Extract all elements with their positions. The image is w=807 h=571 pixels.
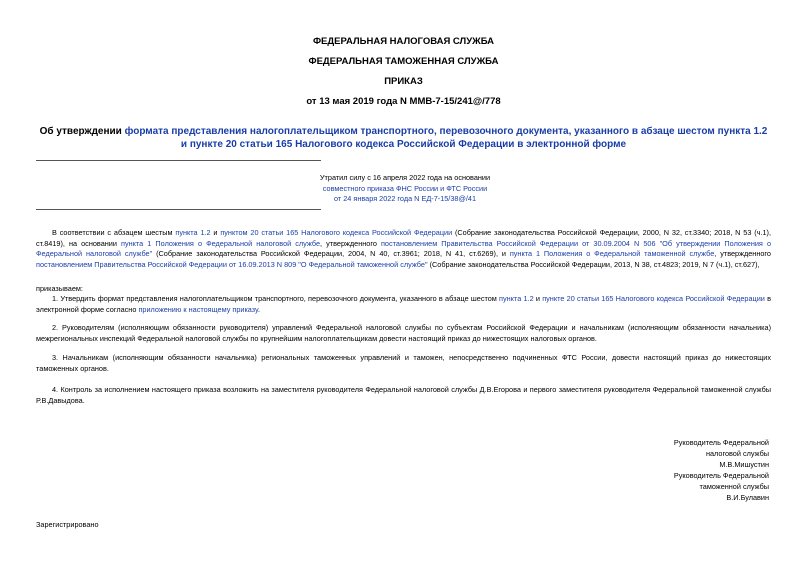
- signature-line: налоговой службы: [705, 449, 769, 458]
- item-text: и: [533, 294, 543, 303]
- joint-order-date-link[interactable]: от 24 января 2022 года N ЕД-7-15/38@/41: [333, 194, 477, 203]
- org-fts: ФЕДЕРАЛЬНАЯ ТАМОЖЕННАЯ СЛУЖБА: [308, 56, 499, 67]
- item1-point-1-2-link[interactable]: пункта 1.2: [499, 294, 534, 303]
- item-3-text: 3. Начальникам (исполняющим обязанности начальника) региональных таможенных управлений и таможен, непосредственно подчиненных ФТС России, довести настоящий приказ до нижестоящих таможенных органов.: [36, 353, 771, 373]
- document-title: [36, 125, 771, 151]
- signature-line: В.И.Булавин: [726, 493, 769, 502]
- fts-regulation-link[interactable]: пункта 1 Положения о Федеральной таможенной службе: [509, 249, 715, 258]
- preamble-paragraph: [36, 228, 771, 270]
- point-1-2-link[interactable]: пункта 1.2: [175, 228, 211, 237]
- doc-date-number: от 13 мая 2019 года N ММВ-7-15/241@/778: [306, 96, 501, 107]
- item-text: .: [257, 304, 260, 314]
- item1-article-165-link[interactable]: пункте 20 статьи 165 Налогового кодекса Российской Федерации: [542, 294, 765, 303]
- item-text: в электронной форме согласно: [36, 294, 771, 314]
- signature-line: таможенной службы: [699, 482, 769, 491]
- preamble-text: (Собрание законодательства Российской Федерации, 2013, N 38, ст.4823; 2019, N 7 (ч.1), ст.627),: [427, 259, 760, 269]
- preamble-text: В соответствии с абзацем шестым: [52, 228, 176, 237]
- item-text: 1. Утвердить формат представления налогоплательщиком транспортного, перевозочного документа, указанного в абзаце шестом: [52, 294, 500, 303]
- order-item-1: [36, 294, 771, 315]
- signature-line: М.В.Мишустин: [719, 460, 769, 469]
- order-item-3: [36, 353, 771, 374]
- title-prefix: Об утверждении: [39, 126, 125, 137]
- fns-regulation-link[interactable]: пункта 1 Положения о Федеральной налоговой службе: [121, 238, 321, 248]
- decree-809-link[interactable]: постановлением Правительства Российской Федерации от 16.09.2013 N 809 "О Федеральной таможенной службе": [36, 259, 428, 269]
- preamble-text: (Собрание законодательства Российской Федерации, 2004, N 40, ст.3961; 2018, N 41, ст.6269), и: [152, 249, 510, 258]
- divider-top: [36, 160, 321, 161]
- item-4-text: 4. Контроль за исполнением настоящего приказа возложить на заместителя руководителя Федеральной налоговой службы Д.В.Егорова и первого заместителя руководителя Федеральной таможенной службы Р.В.Давыдова.: [36, 385, 771, 405]
- registered-label: Зарегистрировано: [36, 520, 99, 529]
- signature-line: Руководитель Федеральной: [673, 471, 769, 480]
- article-165-link[interactable]: пунктом 20 статьи 165 Налогового кодекса Российской Федерации: [220, 228, 453, 237]
- title-format-link[interactable]: формата представления налогоплательщиком транспортного, перевозочного документа, указанного в абзаце шестом пункта 1.2 и пункте 20 статьи 165 Налогового кодекса Российской Федерации в электронной форме: [124, 126, 768, 150]
- divider-bottom: [36, 209, 321, 210]
- preamble-text: , утвержденного: [320, 238, 381, 248]
- decree-506-link[interactable]: постановлением Правительства Российской Федерации от 30.09.2004 N 506 "Об утверждении Положения о Федеральной налоговой службе": [36, 238, 771, 258]
- doc-type: ПРИКАЗ: [384, 76, 423, 87]
- item-2-text: 2. Руководителям (исполняющим обязанности руководителя) управлений Федеральной налоговой службы по субъектам Российской Федерации и начальникам (исполняющим обязанности начальника) межрегиональных инспекций Федеральной налоговой службы по крупнейшим налогоплательщикам довести настоящий приказ до нижестоящих налоговых органов.: [36, 323, 771, 343]
- order-item-2: [36, 323, 771, 344]
- signatures-block: [674, 437, 769, 503]
- preamble-text: и: [210, 228, 221, 237]
- lost-force-note: [290, 173, 520, 205]
- order-word: приказываем:: [36, 284, 83, 293]
- preamble-text: , утвержденного: [714, 249, 771, 258]
- preamble-text: (Собрание законодательства Российской Федерации, 2000, N 32, ст.3340; 2018, N 53 (ч.1), ст.8419), на основании: [36, 228, 771, 248]
- appendix-link[interactable]: приложению к настоящему приказу: [138, 304, 258, 314]
- order-item-4: [36, 385, 771, 406]
- lost-force-text: Утратил силу с 16 апреля 2022 года на основании: [319, 173, 491, 182]
- org-fns: ФЕДЕРАЛЬНАЯ НАЛОГОВАЯ СЛУЖБА: [312, 36, 495, 47]
- joint-order-link[interactable]: совместного приказа ФНС России и ФТС России: [322, 183, 488, 193]
- signature-line: Руководитель Федеральной: [673, 438, 769, 447]
